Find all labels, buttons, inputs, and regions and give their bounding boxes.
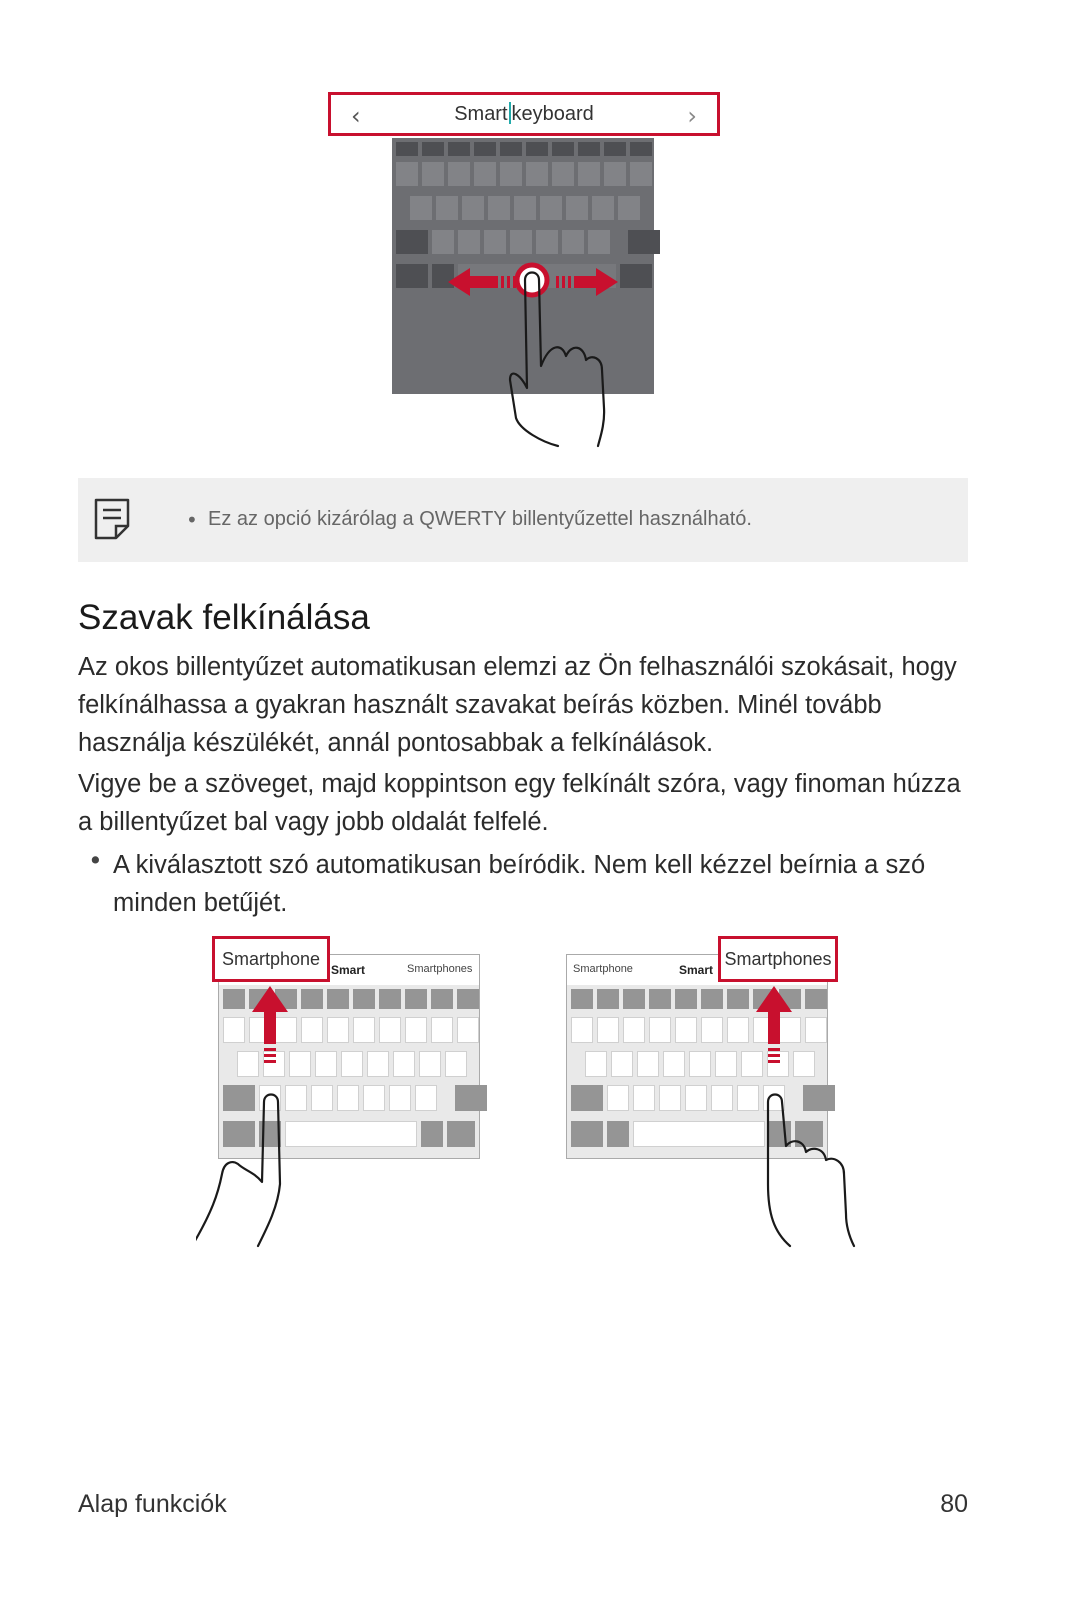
footer-section-name: Alap funkciók xyxy=(78,1490,227,1518)
note-bullet: • xyxy=(186,508,198,532)
highlighted-suggestion[interactable]: Smartphone xyxy=(212,936,330,982)
touch-point-icon xyxy=(517,265,547,295)
hand-icon xyxy=(510,273,604,447)
suggestion-left-figure xyxy=(196,934,536,1252)
swipe-arrow-right-icon xyxy=(556,268,618,296)
swipe-up-hand-illustration xyxy=(560,934,900,1252)
suggestion-right-figure xyxy=(560,934,900,1252)
swipe-up-hand-illustration xyxy=(196,934,536,1252)
paragraph: Vigye be a szöveget, majd koppintson egy felkínált szóra, vagy finoman húzza a billentyűzet bal vagy jobb oldalát felfelé. xyxy=(78,770,961,836)
suggestion-word[interactable]: Smartphone xyxy=(573,963,633,975)
section-heading: Szavak felkínálása xyxy=(78,598,370,637)
swipe-hand-illustration xyxy=(320,88,730,460)
suggestion-word[interactable]: Smartphones xyxy=(407,963,473,975)
note-text: Ez az opció kizárólag a QWERTY billentyűzettel használható. xyxy=(208,508,752,530)
swipe-up-arrow-icon xyxy=(252,986,288,1063)
bullet-item: A kiválasztott szó automatikusan beíródik. Nem kell kézzel beírnia a szó minden betűjét. xyxy=(113,851,926,917)
chevron-right-icon[interactable]: › xyxy=(687,102,697,130)
hand-icon xyxy=(768,1095,854,1247)
suggestion-word[interactable]: Smart xyxy=(679,963,714,977)
note-box xyxy=(78,478,968,562)
paragraph: Az okos billentyűzet automatikusan elemzi az Ön felhasználói szokásait, hogy felkínálhassa a gyakran használt szavakat beírás közben. Minél tovább használja készülékét, annál pontosabbak a felkínálások. xyxy=(78,653,957,757)
bullet-mark: • xyxy=(88,846,103,875)
toolbar-title: Smart keyboard xyxy=(454,103,594,125)
swipe-up-arrow-icon xyxy=(756,986,792,1063)
suggestion-word[interactable]: Smart xyxy=(331,963,366,977)
swipe-arrow-left-icon xyxy=(448,268,516,296)
page-number: 80 xyxy=(940,1490,968,1518)
chevron-left-icon[interactable]: ‹ xyxy=(351,102,361,130)
note-icon xyxy=(94,498,130,540)
hand-icon xyxy=(196,1095,280,1247)
highlighted-suggestion[interactable]: Smartphones xyxy=(718,936,838,982)
smart-keyboard-figure xyxy=(320,88,730,460)
